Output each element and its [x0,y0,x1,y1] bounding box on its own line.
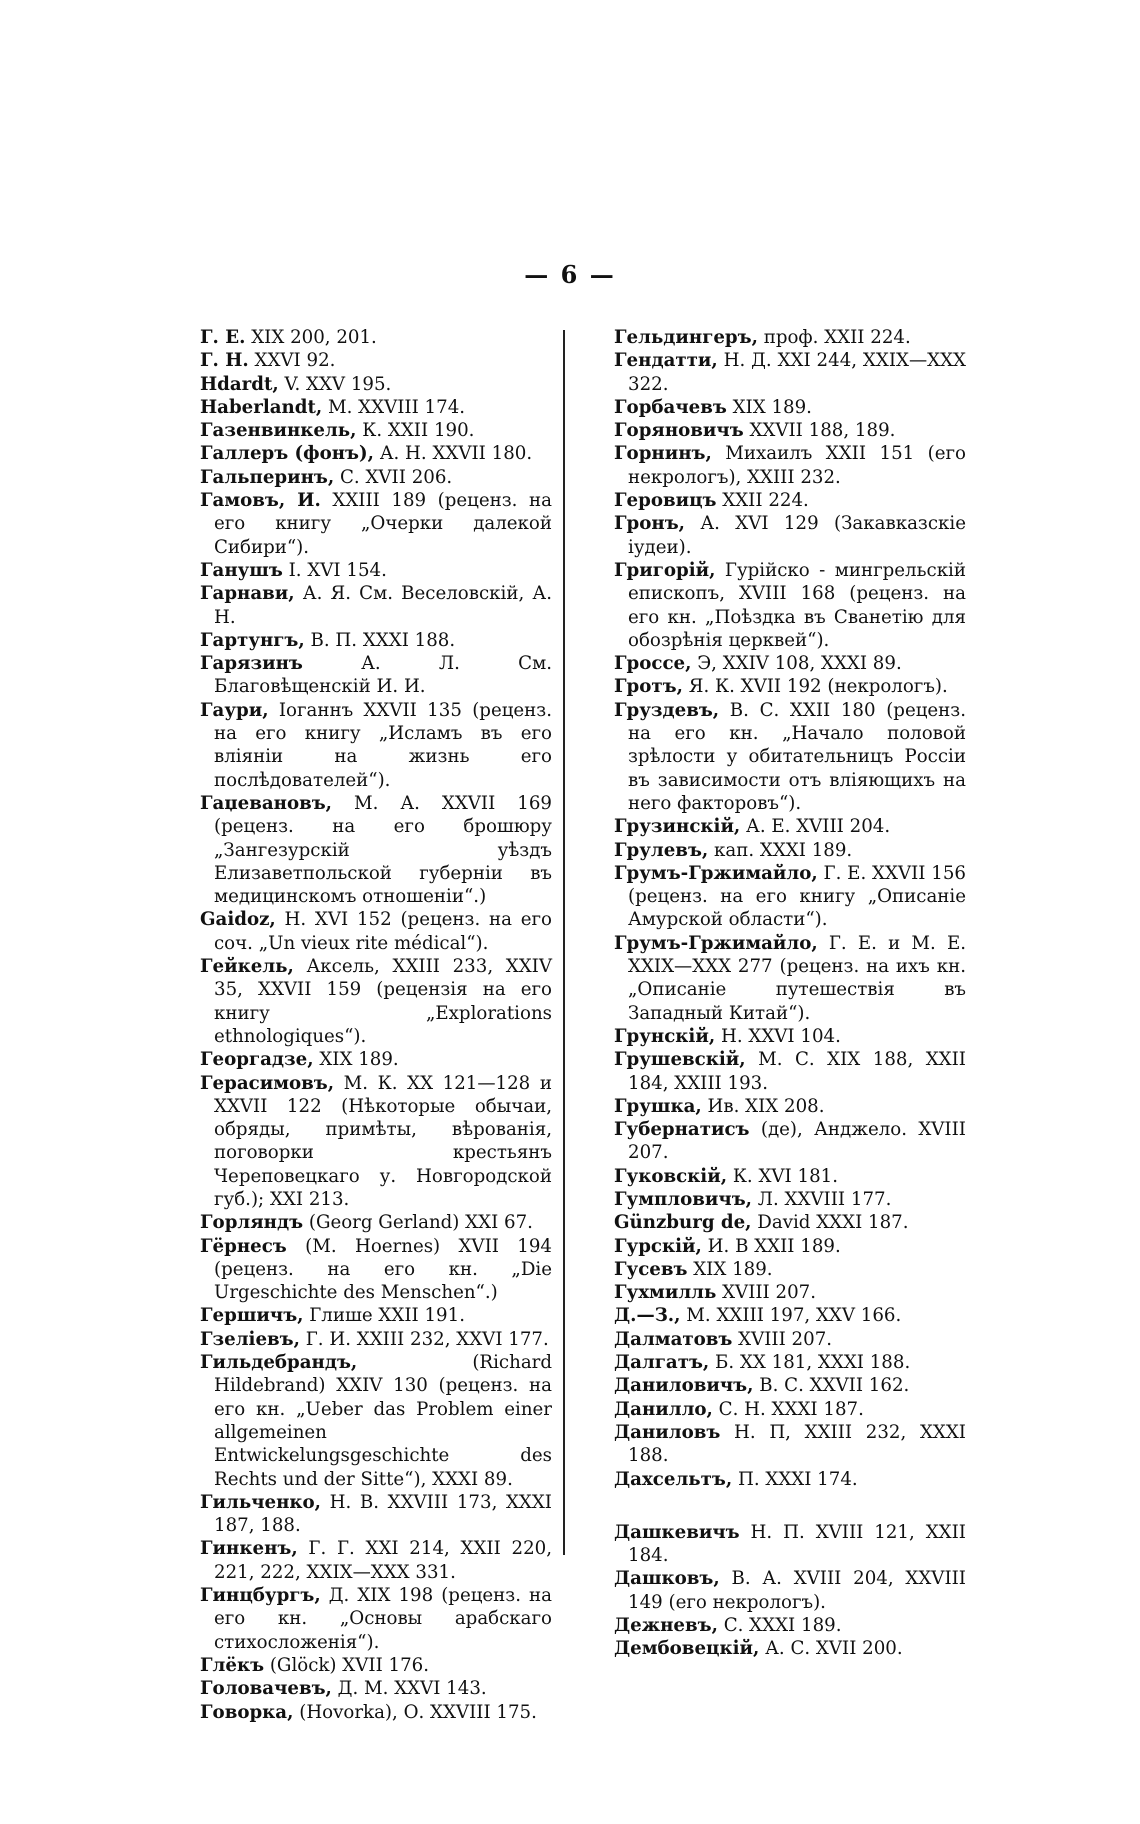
index-entry [200,419,552,442]
index-entry [200,908,552,955]
index-entry [200,1537,552,1584]
entry-heading: Данилло, [614,1398,713,1420]
index-entry [200,326,552,349]
entry-reference: I. XVI 154. [282,559,387,581]
entry-heading: Губернатисъ [614,1119,750,1141]
entry-heading: Гартунгъ, [200,629,305,651]
entry-reference: Глише XXII 191. [303,1305,465,1327]
entry-heading: Гаури, [200,699,269,721]
entry-reference: И. В XXII 189. [701,1235,841,1257]
index-entry [200,373,552,396]
entry-reference: С. Н. XXXI 187. [712,1398,864,1420]
index-entry [200,1304,552,1327]
index-entry [200,489,552,559]
entry-reference: М. К. XX 121—128 и XXVII 122 (Нѣкоторые обычаи, обряды, примѣты, вѣрованія, поговорки крестьянъ Череповецкаго у. Новгородской губ.); XXI 213. [214,1072,552,1210]
entry-heading: Грумъ-Гржимайло, [614,932,818,954]
entry-heading: Грушевскій, [614,1049,746,1071]
entry-reference: В. А. XVIII 204, XXVIII 149 (его некрологъ). [628,1568,966,1613]
entry-heading: Горляндъ [200,1212,304,1234]
index-entry [200,1351,552,1491]
index-entry [200,582,552,629]
index-entry [200,1235,552,1305]
entry-reference: С. XXXI 189. [717,1615,842,1637]
entry-reference: Г. Е. и М. Е. XXIX—XXX 277 (реценз. на ихъ кн. „Описаніе путешествія въ Западный Китай“). [628,932,966,1024]
entry-heading: Геровицъ [614,490,717,512]
entry-heading: Грунскій, [614,1025,716,1047]
index-entry [200,1654,552,1677]
entry-reference: (Hovorka), О. XXVIII 175. [293,1701,537,1723]
index-entry [614,1614,966,1637]
entry-heading: Гендатти, [614,350,718,372]
entry-reference: Михаилъ XXII 151 (его некрологъ), XXIII 232. [628,443,966,488]
entry-heading: Далгатъ, [614,1352,710,1374]
index-entry [614,699,966,815]
entry-reference: XVIII 207. [732,1328,833,1350]
index-entry [614,1118,966,1165]
entry-heading: Гротъ, [614,676,683,698]
entry-reference: Н. XXVI 104. [715,1025,841,1047]
entry-heading: Горбачевъ [614,396,727,418]
index-entry [614,839,966,862]
entry-reference: David XXXI 187. [751,1212,909,1234]
entry-reference: К. XVI 181. [727,1165,839,1187]
entry-reference: М. XXIII 197, XXV 166. [680,1305,902,1327]
entry-heading: Гзеліевъ, [200,1328,300,1350]
entry-reference: XVIII 207. [716,1282,817,1304]
index-entry [200,1701,552,1724]
index-entry [614,1211,966,1234]
entry-reference: М. С. XIX 188, XXII 184, XXIII 193. [628,1049,966,1094]
entry-reference: проф. XXII 224. [757,327,911,348]
entry-gap [614,1491,966,1521]
index-entry [200,396,552,419]
entry-reference: В. С. XXVII 162. [753,1375,910,1397]
index-entry [200,1048,552,1071]
entry-reference: Г. Е. XXVII 156 (реценз. на его книгу „Описаніе Амурской области“). [628,862,966,931]
entry-reference: Н. П, XXIII 232, XXXI 188. [628,1421,966,1467]
entry-heading: Дембовецкій, [614,1638,760,1660]
entry-reference: XXVI 92. [248,350,336,372]
left-column [200,326,552,1724]
entry-heading: Гейкель, [200,956,294,978]
entry-heading: Грушка, [614,1095,702,1117]
entry-reference: V. XXV 195. [278,373,392,395]
entry-reference: H. XVI 152 (реценз. на его соч. „Un vieux rite médical“). [214,909,552,954]
index-entry [614,1025,966,1048]
entry-reference: кап. XXXI 189. [708,839,853,861]
entry-reference: Аксель, XXIII 233, XXIV 35, XXVII 159 (рецензія на его книгу „Explorations ethnologiques“). [214,956,552,1047]
index-entry [614,1048,966,1095]
entry-heading: Георгадзе, [200,1049,314,1071]
entry-heading: Герасимовъ, [200,1072,335,1094]
entry-heading: Головачевъ, [200,1678,332,1700]
index-entry [200,699,552,792]
entry-heading: Далматовъ [614,1328,733,1350]
index-entry [614,1637,966,1660]
entry-heading: Дежневъ, [614,1615,718,1637]
entry-heading: Галлеръ (фонъ), [200,443,374,465]
entry-heading: Günzburg de, [614,1212,752,1234]
index-entry [200,1584,552,1654]
entry-reference: Э, XXIV 108, XXXI 89. [691,653,902,675]
index-entry [614,1095,966,1118]
entry-heading: Гаџевановъ, [200,792,333,814]
entry-reference: (Georg Gerland) XXI 67. [303,1212,533,1234]
index-entry [614,862,966,932]
entry-reference: Н. П. XVIII 121, XXII 184. [628,1521,966,1567]
index-entry [614,1468,966,1491]
entry-heading: Д.—З., [614,1305,681,1327]
index-entry [614,1567,966,1614]
index-entry [614,396,966,419]
entry-reference: XIX 200, 201. [245,327,377,348]
entry-heading: Гершичъ, [200,1305,304,1327]
entry-heading: Гарнави, [200,583,295,605]
entry-reference: (M. Hoernes) XVII 194 (реценз. на его кн. „Die Urgeschichte des Menschen“.) [214,1235,552,1304]
entry-reference: А. Я. См. Веселовскій, А. Н. [214,583,552,628]
index-entry [200,1328,552,1351]
index-entry [200,792,552,908]
right-column [614,326,966,1661]
entry-reference: XXVII 188, 189. [743,420,896,442]
index-entry [614,489,966,512]
index-entry [614,442,966,489]
entry-reference: Гурійско - мингрельскій епископъ, XVIII 168 (реценз. на его кн. „Поѣздка въ Сванетію для обозрѣнія церквей“). [628,559,966,651]
entry-reference: XIX 189. [726,396,812,418]
entry-reference: XIX 189. [687,1258,773,1280]
entry-reference: (Glöck) XVII 176. [264,1654,430,1676]
entry-heading: Гильдебрандъ, [200,1352,358,1374]
entry-reference: А. XVI 129 (Закавказскіе іудеи). [628,513,966,558]
entry-reference: К. XXII 190. [356,420,475,442]
entry-heading: Гуковскій, [614,1165,728,1187]
entry-heading: Гронъ, [614,513,686,535]
entry-reference: Д. М. XXVI 143. [331,1678,487,1700]
index-entry [200,349,552,372]
entry-heading: Гильченко, [200,1491,322,1513]
entry-reference: M. XXVIII 174. [322,396,466,418]
index-entry [614,675,966,698]
entry-reference: Г. И. XXIII 232, XXVI 177. [299,1328,549,1350]
entry-reference: Н. Д. XXI 244, XXIX—XXX 322. [628,350,966,395]
entry-reference: А. Н. XXVII 180. [373,443,533,465]
entry-reference: Б. XX 181, XXXI 188. [709,1352,911,1374]
entry-reference: П. XXXI 174. [732,1468,858,1490]
entry-heading: Гинцбургъ, [200,1585,321,1607]
index-entry [200,1677,552,1700]
entry-heading: Даниловъ [614,1421,721,1443]
entry-heading: Даниловичъ, [614,1375,754,1397]
index-entry [614,652,966,675]
index-entry [200,466,552,489]
entry-heading: Гарязинъ [200,653,303,675]
index-entry [614,932,966,1025]
index-entry [614,1351,966,1374]
index-entry [200,1211,552,1234]
entry-reference: Л. XXVIII 177. [752,1188,892,1210]
entry-reference: М. А. XXVII 169 (реценз. на его брошюру „Зангезурскій уѣздъ Елизаветпольской губерніи въ медицинскомъ отношеніи“.) [214,792,552,908]
entry-heading: Дахсельтъ, [614,1468,733,1490]
index-entry [614,815,966,838]
entry-heading: Газенвинкель, [200,420,357,442]
index-entry [614,1165,966,1188]
index-entry [200,1072,552,1212]
index-entry [200,955,552,1048]
index-entry [614,1235,966,1258]
entry-reference: Д. XIX 198 (реценз. на его кн. „Основы арабскаго стихосложенія“). [214,1585,552,1653]
entry-reference: XXII 224. [716,490,809,512]
entry-heading: Гёрнесъ [200,1235,287,1257]
index-entry [614,1421,966,1468]
column-divider [563,330,565,1555]
page-number: — 6 — [524,260,616,289]
index-entry [200,629,552,652]
entry-reference: Ив. XIX 208. [701,1095,825,1117]
entry-reference: А. С. XVII 200. [759,1638,903,1660]
index-entry [200,1491,552,1538]
index-entry [614,1304,966,1327]
entry-heading: Гинкенъ, [200,1538,298,1560]
entry-heading: Гальперинъ, [200,466,335,488]
entry-heading: Груздевъ, [614,699,720,721]
entry-reference: В. С. XXII 180 (реценз. на его кн. „Начало половой зрѣлости у обитательницъ Россіи въ зависимости отъ вліяющихъ на него факторовъ“). [628,699,966,814]
index-entry [614,559,966,652]
entry-heading: Ганушъ [200,559,283,581]
index-entry [614,326,966,349]
entry-heading: Гурскій, [614,1235,702,1257]
index-entry [614,512,966,559]
index-entry [614,1328,966,1351]
entry-heading: Горнинъ, [614,443,712,465]
entry-reference: XIX 189. [313,1049,399,1071]
entry-reference: (Richard Hildebrand) XXIV 130 (реценз. на его кн. „Ueber das Problem einer allgemeinen Entwickelungsgeschichte des Rechts und der Sitte“), XXXI 89. [214,1352,552,1490]
index-entry [614,1398,966,1421]
entry-heading: Г. Е. [200,327,246,348]
index-entry [200,559,552,582]
entry-heading: Горяновичъ [614,420,744,442]
index-entry [614,1281,966,1304]
entry-reference: Я. К. XVII 192 (некрологъ). [682,676,948,698]
entry-heading: Говорка, [200,1701,294,1723]
entry-heading: Григорій, [614,559,716,581]
entry-heading: Гухмилль [614,1282,717,1304]
entry-heading: Gaidoz, [200,909,276,931]
index-entry [614,1258,966,1281]
entry-heading: Грумъ-Гржимайло, [614,862,818,884]
entry-heading: Дашковъ, [614,1568,720,1590]
entry-heading: Hdardt, [200,373,279,395]
index-entry [614,1188,966,1211]
index-entry [200,652,552,699]
entry-reference: А. Л. См. Благовѣщенскій И. И. [214,653,552,698]
entry-reference: А. Е. XVIII 204. [740,816,891,838]
entry-heading: Haberlandt, [200,396,323,418]
entry-heading: Гроссе, [614,653,692,675]
entry-heading: Гамовъ, И. [200,490,321,512]
entry-reference: Г. Г. XXI 214, XXII 220, 221, 222, XXIX—XXX 331. [214,1538,552,1583]
entry-heading: Гельдингеръ, [614,327,758,348]
entry-heading: Гумпловичъ, [614,1188,752,1210]
entry-reference: В. П. XXXI 188. [304,629,456,651]
entry-heading: Грузинскій, [614,816,741,838]
index-entry [614,1521,966,1568]
entry-heading: Дашкевичъ [614,1521,740,1543]
entry-reference: XXIII 189 (реценз. на его книгу „Очерки далекой Сибири“). [214,490,552,558]
entry-reference: (де), Анджело. XVIII 207. [628,1119,966,1164]
entry-heading: Г. Н. [200,350,249,372]
entry-heading: Грулевъ, [614,839,709,861]
entry-reference: Н. В. XXVIII 173, XXXI 187, 188. [214,1491,552,1537]
index-entry [614,1374,966,1397]
entry-heading: Глёкъ [200,1654,265,1676]
entry-heading: Гусевъ [614,1258,688,1280]
index-entry [614,419,966,442]
entry-reference: Іоганнъ XXVII 135 (реценз. на его книгу „Исламъ въ его вліяніи на жизнь его послѣдователей“). [214,699,552,791]
index-entry [200,442,552,465]
entry-reference: С. XVII 206. [334,466,453,488]
index-entry [614,349,966,396]
